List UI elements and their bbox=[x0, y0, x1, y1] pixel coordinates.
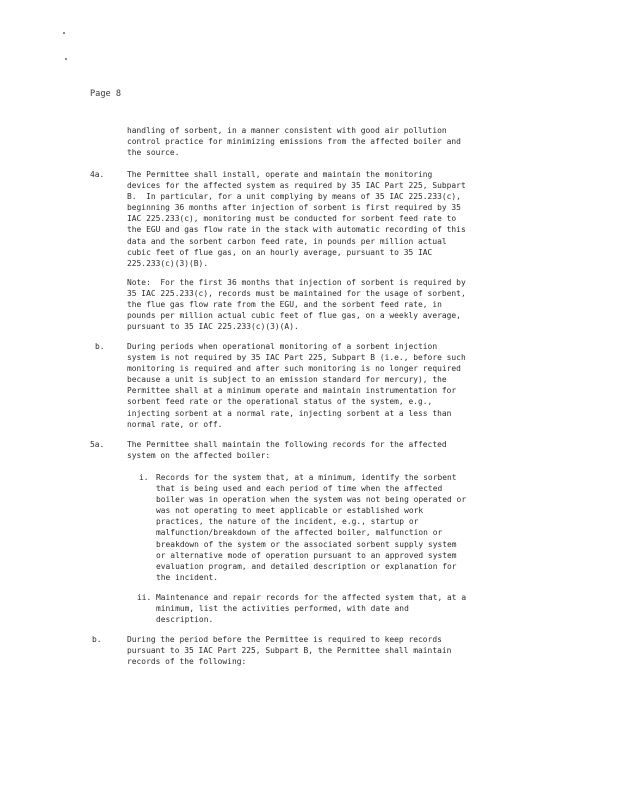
subitem-i-label: i. bbox=[139, 473, 149, 482]
item-5a-text: The Permittee shall maintain the following records for the affected system on the affected boiler: bbox=[127, 440, 447, 461]
item-b2-text: During the period before the Permittee is required to keep records pursuant to 35 IAC Part 225, Subpart B, the Permittee shall maintain records of the following: bbox=[127, 635, 452, 667]
page-header: Page 8 bbox=[90, 89, 122, 99]
item-4a-note: Note: For the first 36 months that injection of sorbent is required by 35 IAC 225.233(c), records must be maintained for the usage of sorbent, the flue gas flow rate from the EGU, and the sorbent feed rate, in pounds per million actual cubic feet of flue gas, on a weekly average, pursuant to 35 IAC 225.233(c)(3)(A). bbox=[127, 278, 466, 332]
scan-speck bbox=[65, 58, 67, 60]
item-b1-text: During periods when operational monitoring of a sorbent injection system is not required by 35 IAC Part 225, Subpart B (i.e., before such monitoring is required and after such monitoring is no longer required because a unit is subject to an emission standard for mercury), the Permittee shall at a minimum operate and maintain instrumentation for sorbent feed rate or the operational status of the system, e.g., injecting sorbent at a normal rate, injecting sorbent at a less than normal rate, or off. bbox=[127, 342, 466, 429]
item-4a-text: The Permittee shall install, operate and maintain the monitoring devices for the affected system as required by 35 IAC Part 225, Subpart B. In particular, for a unit complying by means of 35 IAC 225.233(c), beginning 36 months after injection of sorbent is first required by 35 IAC 225.233(c), monitoring must be conducted for sorbent feed rate to the EGU and gas flow rate in the stack with automatic recording of this data and the sorbent carbon feed rate, in pounds per million actual cubic feet of flue gas, on an hourly average, pursuant to 35 IAC 225.233(c)(3)(B). bbox=[127, 170, 466, 268]
item-b2-label: b. bbox=[92, 635, 102, 644]
intro-paragraph: handling of sorbent, in a manner consistent with good air pollution control practice for minimizing emissions from the affected boiler and the source. bbox=[127, 126, 461, 158]
subitem-ii-text: Maintenance and repair records for the affected system that, at a minimum, list the activities performed, with date and description. bbox=[156, 593, 467, 625]
subitem-i-text: Records for the system that, at a minimum, identify the sorbent that is being used and each period of time when the affected boiler was in operation when the system was not being operated or was not operating to meet applicable or established work practices, the nature of the incident, e.g., startup or malfunction/breakdown of the affected boiler, malfunction or breakdown of the system or the associated sorbent supply system or alternative mode of operation pursuant to an approved system evaluation program, and detailed description or explanation for the incident. bbox=[156, 473, 467, 582]
scan-speck bbox=[63, 32, 65, 34]
subitem-ii-label: ii. bbox=[137, 593, 152, 602]
item-b1-label: b. bbox=[95, 342, 105, 351]
item-5a-label: 5a. bbox=[90, 440, 105, 449]
item-4a-label: 4a. bbox=[90, 170, 105, 179]
